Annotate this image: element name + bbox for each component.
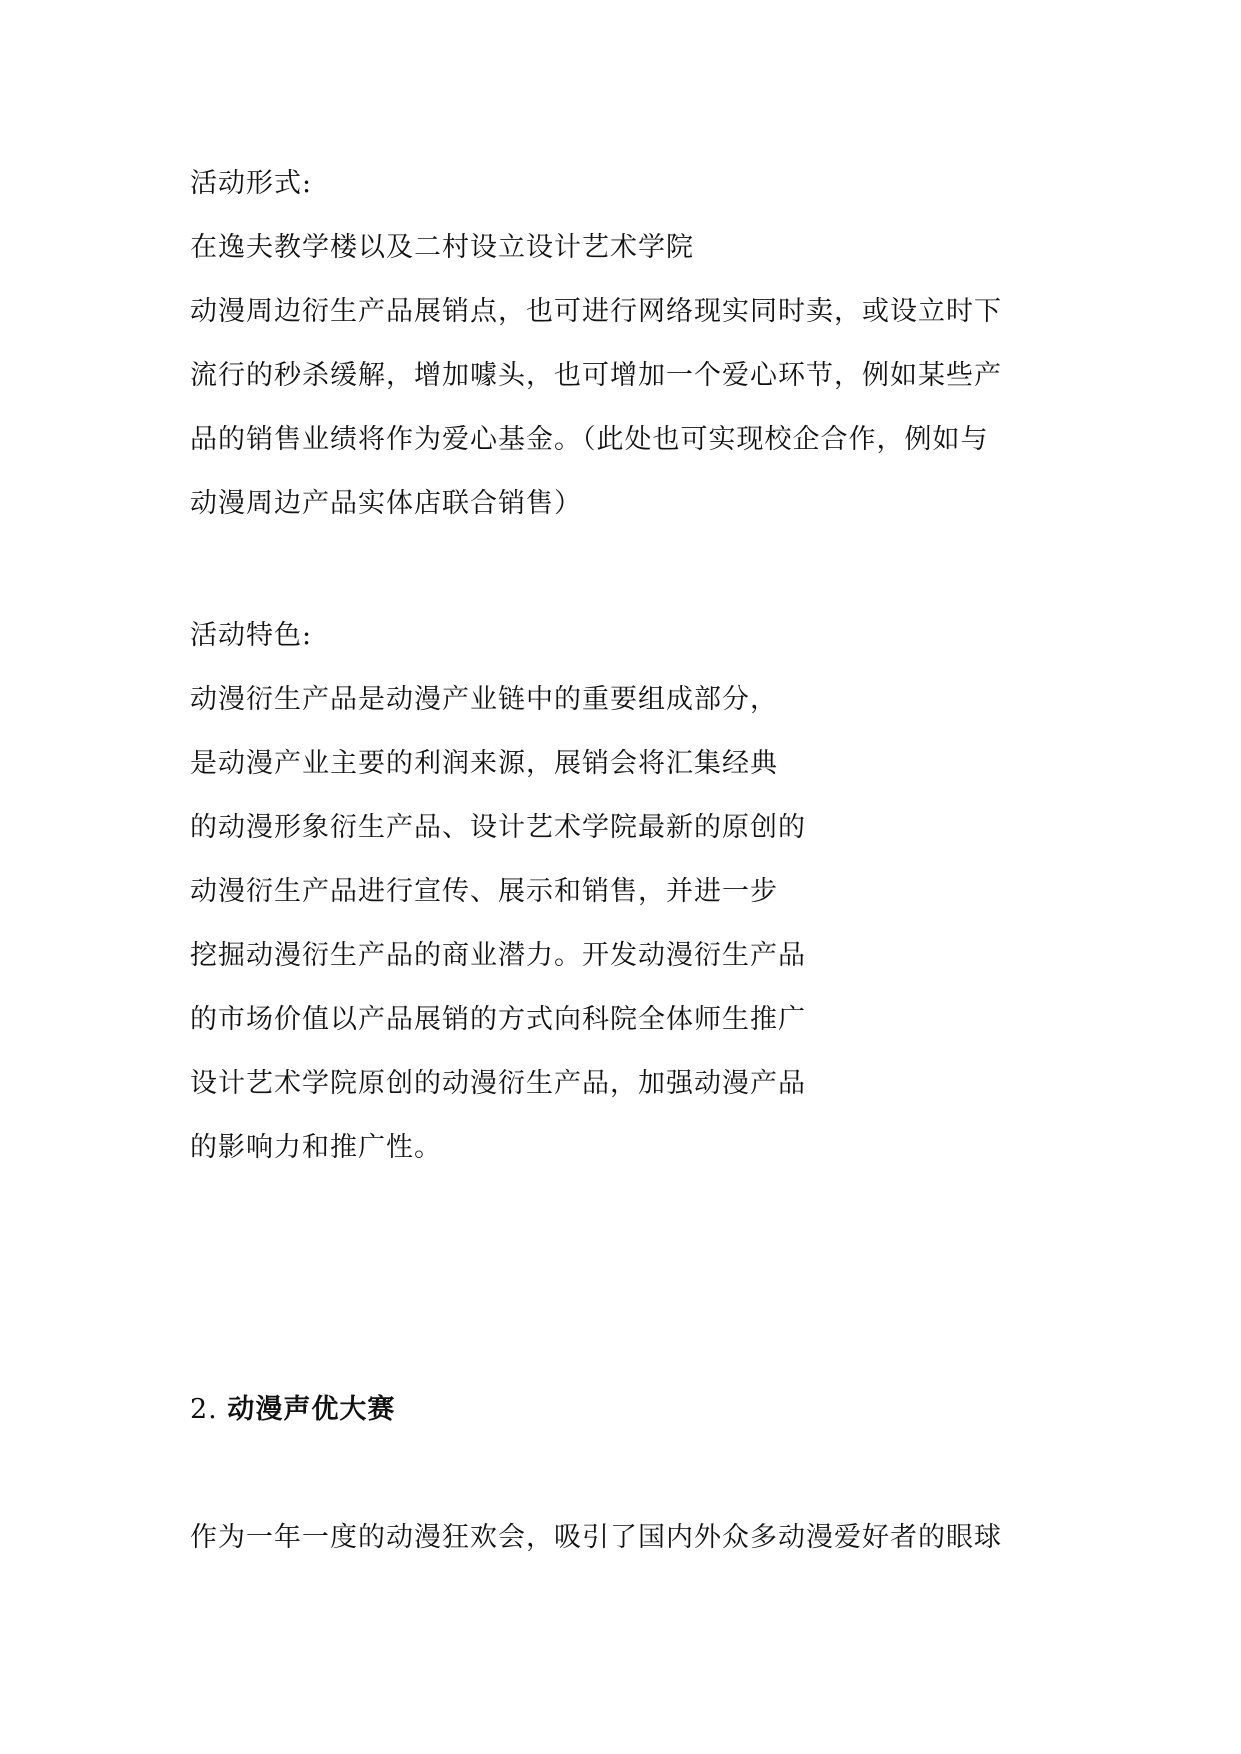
paragraph-line: 是动漫产业主要的利润来源，展销会将汇集经典 bbox=[190, 748, 778, 779]
heading-title: 动漫声优大赛 bbox=[227, 1394, 396, 1425]
paragraph-line: 流行的秒杀缓解，增加噱头，也可增加一个爱心环节，例如某些产 bbox=[190, 360, 1002, 391]
paragraph-line: 挖掘动漫衍生产品的商业潜力。开发动漫衍生产品 bbox=[190, 940, 806, 971]
paragraph-line: 的影响力和推广性。 bbox=[190, 1132, 442, 1163]
paragraph-line: 作为一年一度的动漫狂欢会，吸引了国内外众多动漫爱好者的眼球 bbox=[190, 1522, 1002, 1553]
paragraph-line: 动漫衍生产品进行宣传、展示和销售，并进一步 bbox=[190, 876, 778, 907]
section-label-activity-feature: 活动特色: bbox=[190, 620, 313, 651]
section-label-activity-form: 活动形式: bbox=[190, 168, 313, 199]
paragraph-line: 的动漫形象衍生产品、设计艺术学院最新的原创的 bbox=[190, 812, 806, 843]
paragraph-line: 在逸夫教学楼以及二村设立设计艺术学院 bbox=[190, 232, 694, 263]
paragraph-line: 品的销售业绩将作为爱心基金。（此处也可实现校企合作，例如与 bbox=[190, 424, 989, 455]
section-heading-contest bbox=[190, 1392, 395, 1428]
paragraph-line: 动漫衍生产品是动漫产业链中的重要组成部分， bbox=[190, 684, 778, 715]
paragraph-line: 设计艺术学院原创的动漫衍生产品，加强动漫产品 bbox=[190, 1068, 806, 1099]
paragraph-line: 动漫周边衍生产品展销点，也可进行网络现实同时卖，或设立时下 bbox=[190, 296, 1002, 327]
paragraph-line: 的市场价值以产品展销的方式向科院全体师生推广 bbox=[190, 1004, 806, 1035]
heading-number: 2. bbox=[190, 1394, 218, 1425]
paragraph-line: 动漫周边产品实体店联合销售） bbox=[190, 488, 582, 519]
